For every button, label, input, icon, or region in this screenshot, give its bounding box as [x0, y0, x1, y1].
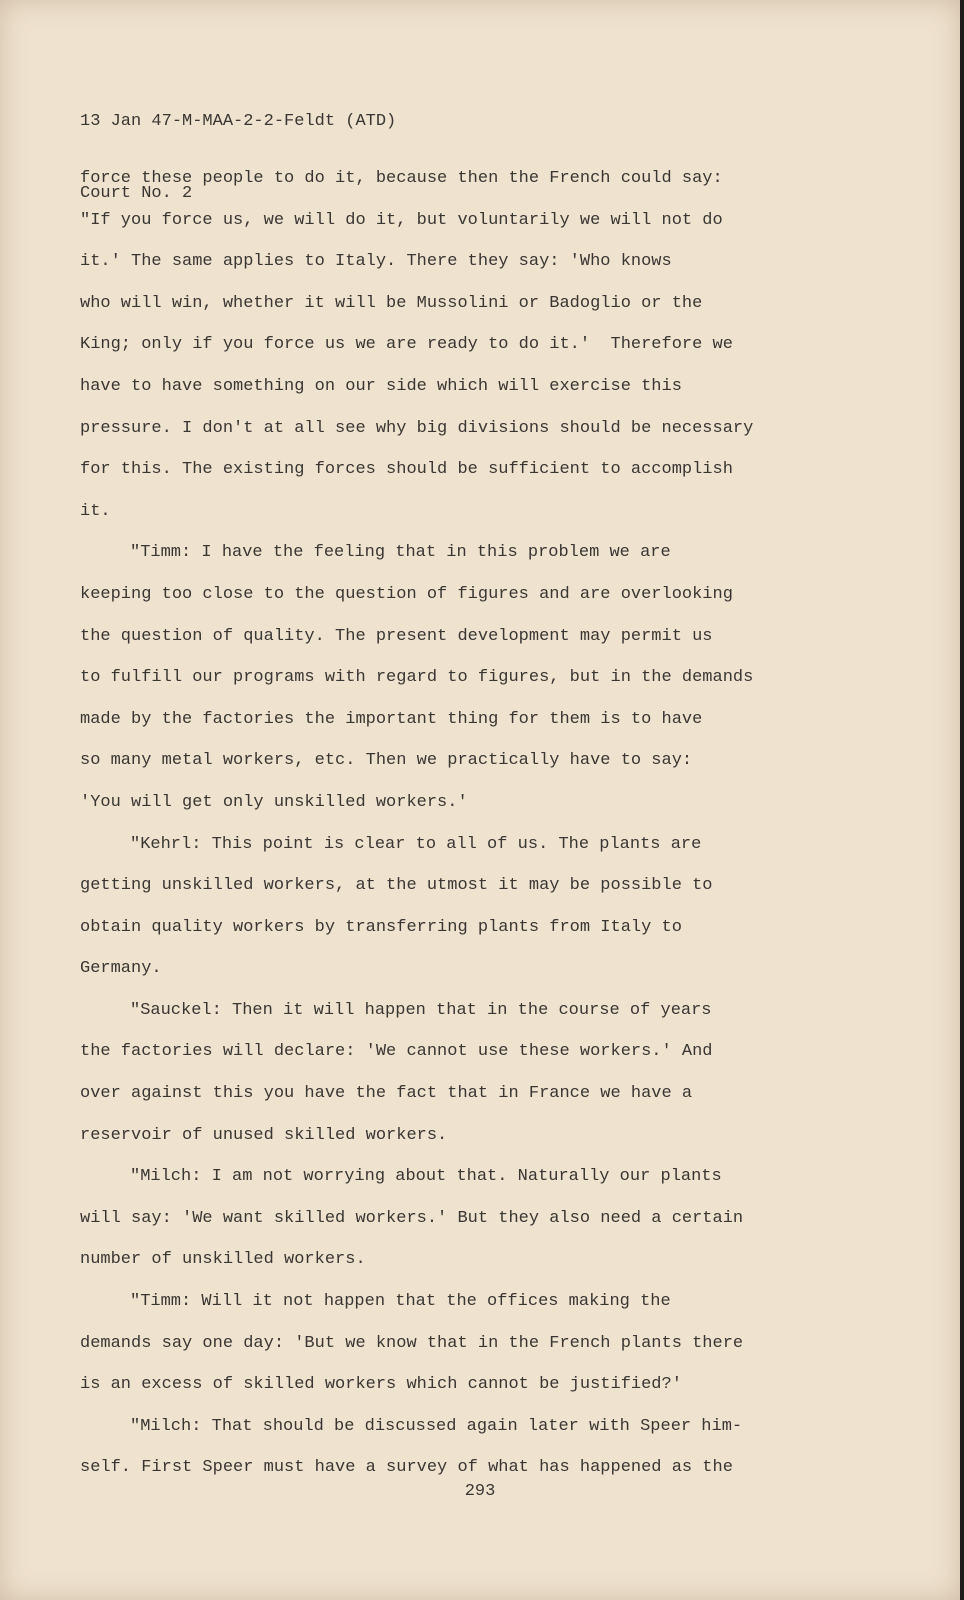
- paragraph: [80, 532, 780, 823]
- text-line: so many metal workers, etc. Then we practically have to say:: [80, 751, 693, 771]
- text-line: "Timm: Will it not happen that the offices making the: [130, 1292, 671, 1312]
- text-line: made by the factories the important thing for them is to have: [80, 709, 703, 729]
- paragraph: [80, 990, 780, 1156]
- text-line: to fulfill our programs with regard to figures, but in the demands: [80, 668, 754, 688]
- text-line: for this. The existing forces should be sufficient to accomplish: [80, 460, 733, 480]
- text-line: "Kehrl: This point is clear to all of us. The plants are: [130, 834, 702, 854]
- text-line: "Milch: That should be discussed again later with Speer him-: [130, 1416, 743, 1436]
- text-line: obtain quality workers by transferring plants from Italy to: [80, 917, 682, 937]
- text-line: will say: 'We want skilled workers.' But they also need a certain: [80, 1208, 744, 1228]
- paragraph: [80, 158, 780, 532]
- text-line: the factories will declare: 'We cannot use these workers.' And: [80, 1042, 713, 1062]
- text-line: "Sauckel: Then it will happen that in the course of years: [130, 1000, 712, 1020]
- text-line: who will win, whether it will be Mussolini or Badoglio or the: [80, 293, 703, 313]
- text-line: getting unskilled workers, at the utmost it may be possible to: [80, 876, 713, 896]
- transcript-body: [80, 158, 780, 1489]
- paragraph: [80, 1156, 780, 1281]
- text-line: it.: [80, 501, 111, 521]
- text-line: pressure. I don't at all see why big divisions should be necessary: [80, 418, 754, 438]
- text-line: reservoir of unused skilled workers.: [80, 1125, 448, 1145]
- text-line: have to have something on our side which will exercise this: [80, 376, 682, 396]
- text-line: "If you force us, we will do it, but voluntarily we will not do: [80, 210, 723, 230]
- text-line: "Timm: I have the feeling that in this problem we are: [130, 543, 671, 563]
- paragraph: [80, 824, 780, 990]
- text-line: keeping too close to the question of figures and are overlooking: [80, 584, 733, 604]
- header-court: Court No. 2: [80, 184, 193, 203]
- text-line: number of unskilled workers.: [80, 1250, 366, 1270]
- text-line: self. First Speer must have a survey of what has happened as the: [80, 1458, 733, 1478]
- text-line: it.' The same applies to Italy. There they say: 'Who knows: [80, 252, 672, 272]
- header-reference: 13 Jan 47-M-MAA-2-2-Feldt (ATD): [80, 112, 397, 131]
- paragraph: [80, 1406, 780, 1489]
- text-line: is an excess of skilled workers which cannot be justified?': [80, 1375, 682, 1395]
- text-line: "Milch: I am not worrying about that. Naturally our plants: [130, 1167, 722, 1187]
- text-line: 'You will get only unskilled workers.': [80, 792, 468, 812]
- page-number: 293: [464, 1482, 496, 1501]
- text-line: over against this you have the fact that in France we have a: [80, 1084, 693, 1104]
- text-line: King; only if you force us we are ready to do it.' Therefore we: [80, 335, 733, 355]
- paragraph: [80, 1281, 780, 1406]
- text-line: the question of quality. The present development may permit us: [80, 626, 713, 646]
- text-line: Germany.: [80, 959, 162, 979]
- text-line: demands say one day: 'But we know that in the French plants there: [80, 1333, 744, 1353]
- text-line: force these people to do it, because then the French could say:: [80, 169, 723, 188]
